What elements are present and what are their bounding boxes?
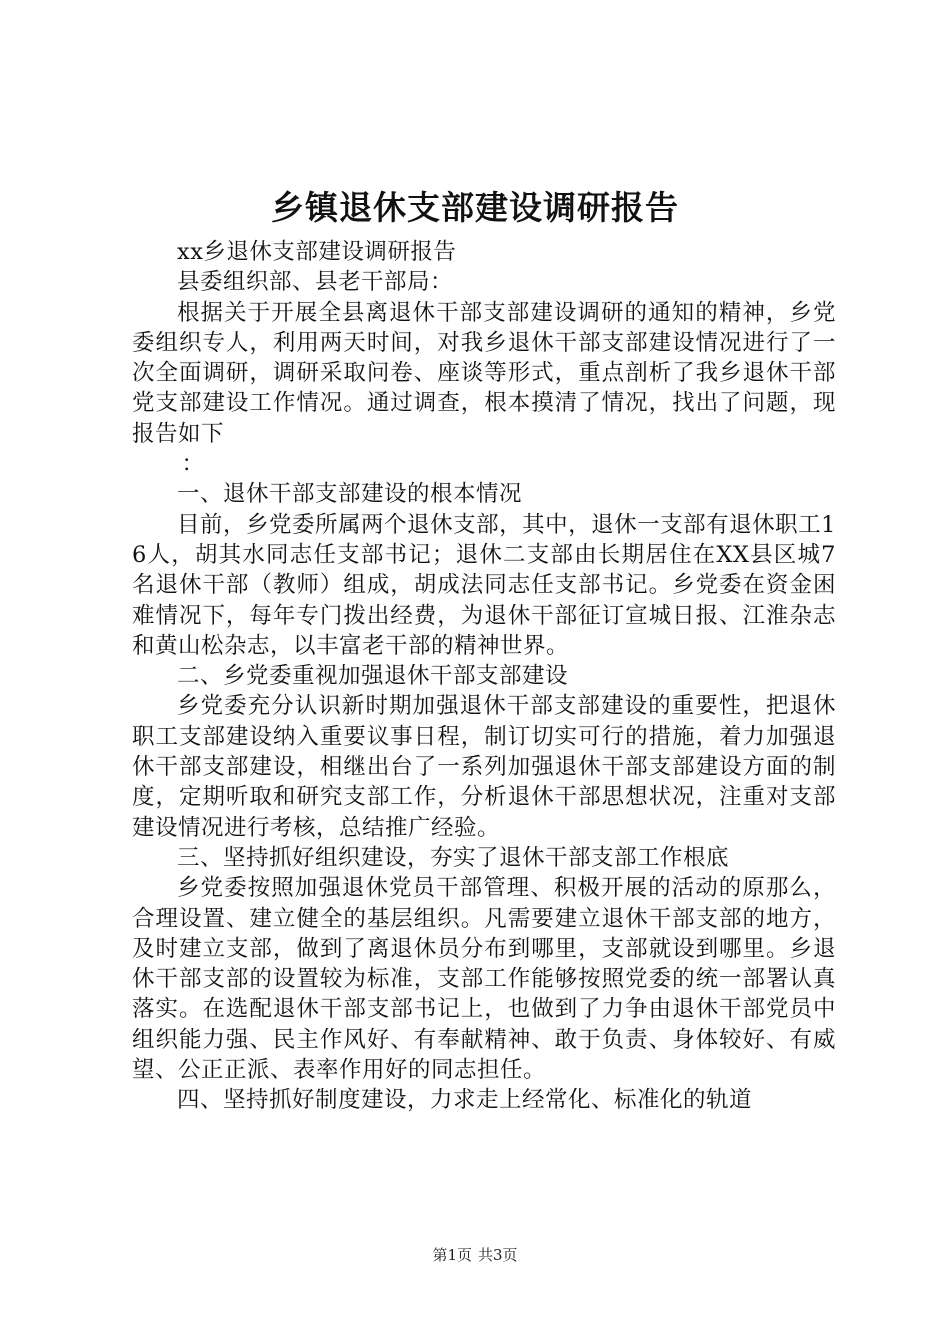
paragraph-intro: 根据关于开展全县离退休干部支部建设调研的通知的精神，乡党委组织专人，利用两天时间，对我乡退休干部支部建设情况进行了一次全面调研，调研采取问卷、座谈等形式，重点剖析了我乡退休干部党支部建设工作情况。通过调查，根本摸清了情况，找出了问题，现报告如下 (132, 299, 836, 447)
document-body (132, 237, 836, 1116)
paragraph-section-2: 乡党委充分认识新时期加强退休干部支部建设的重要性，把退休职工支部建设纳入重要议事日程，制订切实可行的措施，着力加强退休干部支部建设，相继出台了一系列加强退休干部支部建设方面的制度，定期听取和研究支部工作，分析退休干部思想状况，注重对支部建设情况进行考核，总结推广经验。 (132, 693, 836, 841)
page-footer (0, 1245, 950, 1265)
section-heading-2: 二、乡党委重视加强退休干部支部建设 (177, 663, 569, 690)
document-title: 乡镇退休支部建设调研报告 (271, 188, 679, 227)
paragraph-section-3: 乡党委按照加强退休党员干部管理、积极开展的活动的原那么，合理设置、建立健全的基层组织。凡需要建立退休干部支部的地方，及时建立支部，做到了离退休员分布到哪里，支部就设到哪里。乡退休干部支部的设置较为标准，支部工作能够按照党委的统一部署认真落实。在选配退休干部支部书记上，也做到了力争由退休干部党员中组织能力强、民主作风好、有奉献精神、敢于负责、身体较好、有威望、公正正派、表率作用好的同志担任。 (132, 875, 836, 1084)
paragraph-colon: ： (181, 451, 205, 478)
section-heading-1: 一、退休干部支部建设的根本情况 (177, 481, 523, 508)
page-total: 共3页 (478, 1246, 518, 1264)
page-number: 第1页 (432, 1246, 472, 1264)
section-heading-4: 四、坚持抓好制度建设，力求走上经常化、标准化的轨道 (177, 1087, 753, 1114)
section-heading-3: 三、坚持抓好组织建设，夯实了退休干部支部工作根底 (177, 844, 730, 871)
paragraph-subtitle: xx乡退休支部建设调研报告 (177, 239, 457, 265)
paragraph-addressee: 县委组织部、县老干部局： (177, 269, 454, 296)
paragraph-section-1: 目前，乡党委所属两个退休支部，其中，退休一支部有退休职工16人，胡其水同志任支部书记；退休二支部由长期居住在XX县区城7名退休干部（教师）组成，胡成法同志任支部书记。乡党委在资金困难情况下，每年专门拨出经费，为退休干部征订宣城日报、江淮杂志和黄山松杂志，以丰富老干部的精神世界。 (132, 511, 836, 659)
